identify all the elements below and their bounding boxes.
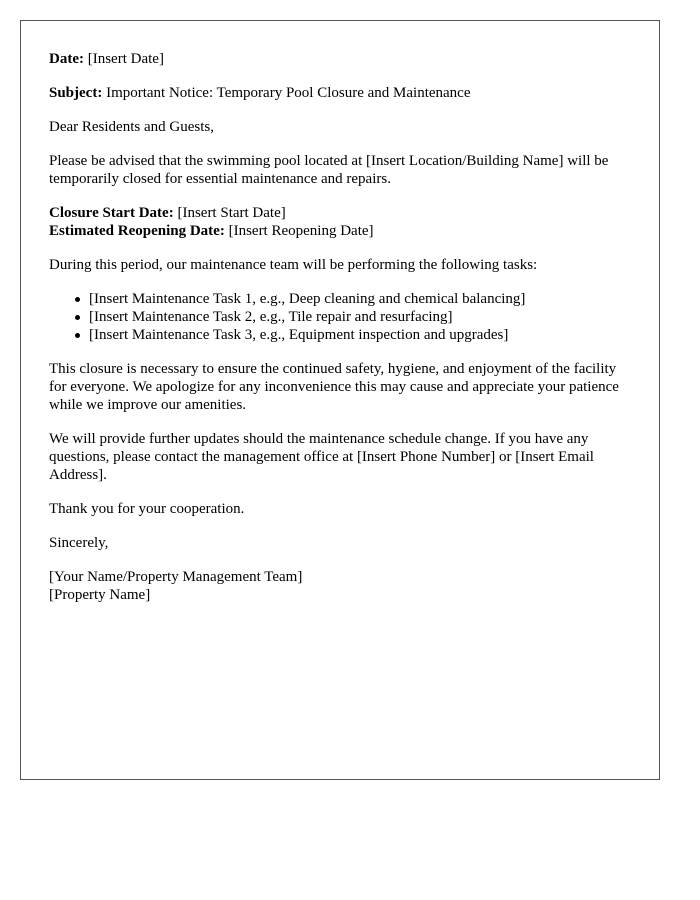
list-item [89,308,631,326]
updates-paragraph: We will provide further updates should the maintenance schedule change. If you have any questions, please contact the management office at [Insert Phone Number] or [Insert Email Address]. [49,431,594,483]
closing-line: Sincerely, [49,535,109,551]
closure-start-value: [Insert Start Date] [177,205,286,221]
signature-property: [Property Name] [49,587,151,603]
bullet-icon [75,297,80,302]
letter-document [20,20,660,780]
closure-reason-paragraph: This closure is necessary to ensure the continued safety, hygiene, and enjoyment of the facility for everyone. We apologize for any inconvenience this may cause and appreciate your patience while we improve our amenities. [49,361,619,413]
reopening-value: [Insert Reopening Date] [228,223,374,239]
subject-value: Important Notice: Temporary Pool Closure and Maintenance [106,85,471,101]
task-text: [Insert Maintenance Task 1, e.g., Deep cleaning and chemical balancing] [89,291,526,307]
subject-line [49,84,631,102]
list-item [89,290,631,308]
bullet-icon [75,333,80,338]
task-text: [Insert Maintenance Task 3, e.g., Equipment inspection and upgrades] [89,327,509,343]
subject-label: Subject: [49,85,103,101]
reopening-line [49,222,631,240]
reopening-label: Estimated Reopening Date: [49,223,225,239]
date-value: [Insert Date] [87,51,164,67]
tasks-intro: During this period, our maintenance team will be performing the following tasks: [49,257,538,273]
thanks-line: Thank you for your cooperation. [49,501,245,517]
intro-paragraph: Please be advised that the swimming pool located at [Insert Location/Building Name] will be temporarily closed for essential maintenance and repairs. [49,153,609,187]
closure-start-line [49,204,631,222]
task-list [49,290,631,344]
date-line [49,50,631,68]
bullet-icon [75,315,80,320]
task-text: [Insert Maintenance Task 2, e.g., Tile repair and resurfacing] [89,309,453,325]
salutation: Dear Residents and Guests, [49,119,214,135]
signature-name: [Your Name/Property Management Team] [49,569,303,585]
date-label: Date: [49,51,84,67]
list-item [89,326,631,344]
closure-start-label: Closure Start Date: [49,205,174,221]
